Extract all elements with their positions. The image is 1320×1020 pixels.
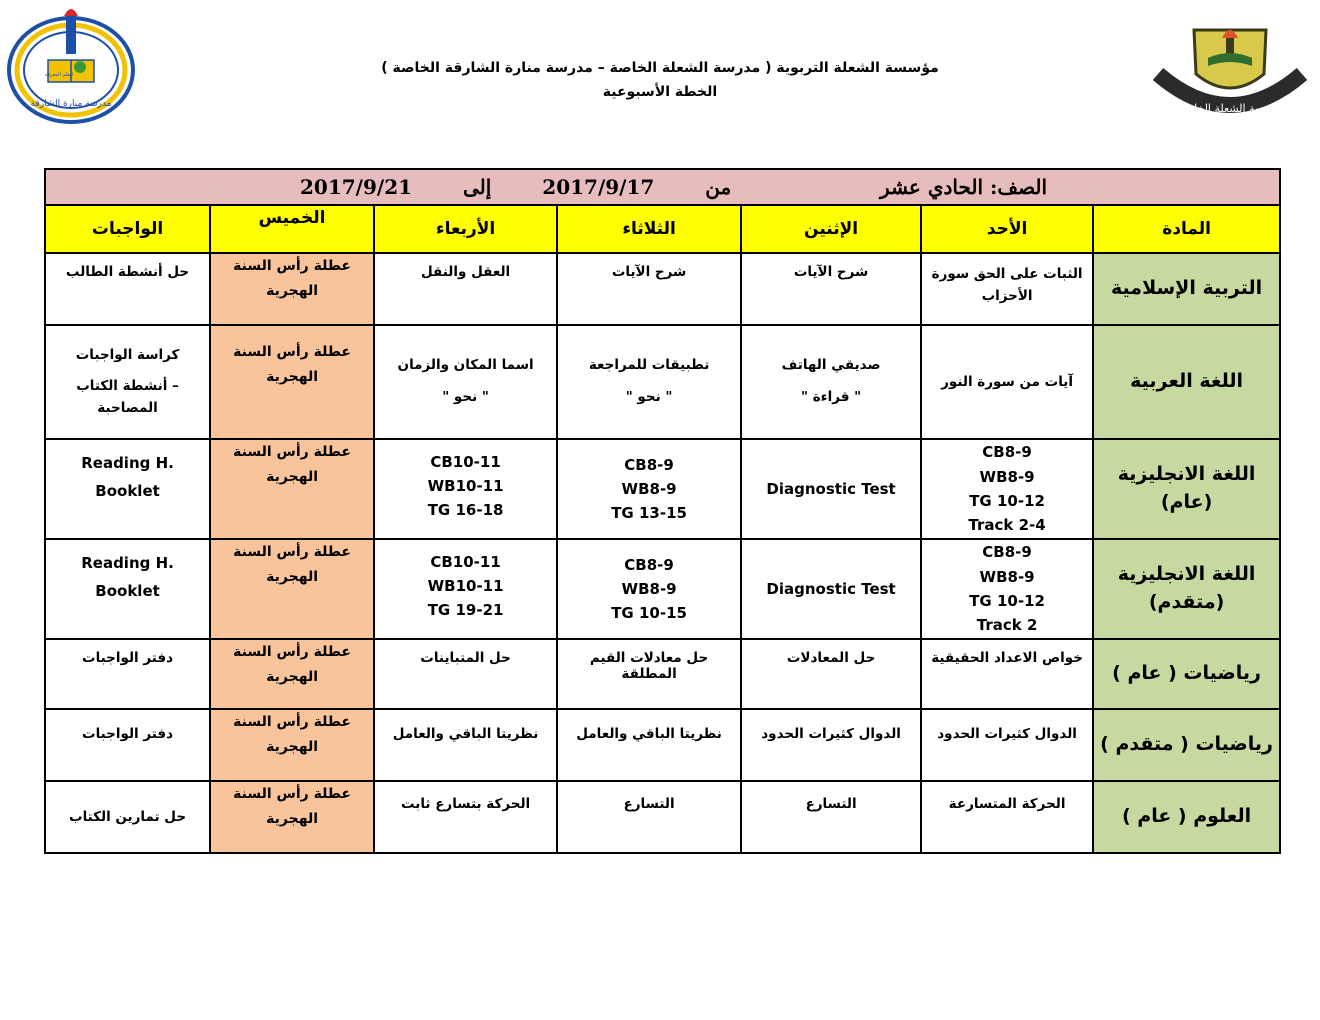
cell-tuesday: شرح الآيات [557, 253, 741, 325]
column-headers [45, 205, 1280, 253]
cell-tuesday: تطبيقات للمراجعة " نحو " [557, 325, 741, 439]
from-label: من [705, 175, 732, 199]
cell-sunday: آيات من سورة النور [921, 325, 1093, 439]
cell-wednesday: حل المتباينات [374, 639, 557, 709]
header-subject: المادة [1093, 205, 1280, 253]
cell-wednesday: CB10-11 WB10-11 TG 16-18 [374, 439, 557, 539]
cell-sunday: الحركة المتسارعة [921, 781, 1093, 853]
to-date: 2017/9/21 [300, 175, 413, 199]
cell-wednesday: اسما المكان والزمان " نحو " [374, 325, 557, 439]
svg-text:مدرسة الشعلة الخاصة: مدرسة الشعلة الخاصة [1178, 102, 1282, 115]
cell-sunday: خواص الاعداد الحقيقية [921, 639, 1093, 709]
subject-science-general: العلوم ( عام ) [1093, 781, 1280, 853]
subject-math-general: رياضيات ( عام ) [1093, 639, 1280, 709]
header-sunday: الأحد [921, 205, 1093, 253]
cell-homework: Reading H. Booklet [45, 539, 210, 639]
header-homework: الواجبات [45, 205, 210, 253]
cell-thursday-holiday: عطلة رأس السنة الهجرية [210, 639, 374, 709]
table-row [45, 439, 1280, 539]
plan-subtitle: الخطة الأسبوعية [602, 84, 718, 100]
cell-monday: صديقي الهاتف " قراءة " [741, 325, 921, 439]
cell-sunday: الثبات على الحق سورة الأحزاب [921, 253, 1093, 325]
cell-homework: حل أنشطة الطالب [45, 253, 210, 325]
table-row [45, 639, 1280, 709]
svg-text:للعلم المعرفة: للعلم المعرفة [44, 72, 74, 78]
cell-thursday-holiday: عطلة رأس السنة الهجرية [210, 253, 374, 325]
from-date: 2017/9/17 [542, 175, 655, 199]
date-range [278, 175, 753, 199]
cell-homework: حل تمارين الكتاب [45, 781, 210, 853]
cell-thursday-holiday: عطلة رأس السنة الهجرية [210, 709, 374, 781]
table-row [45, 709, 1280, 781]
cell-thursday-holiday: عطلة رأس السنة الهجرية [210, 539, 374, 639]
cell-homework: كراسة الواجبات – أنشطة الكتاب المصاحبة [45, 325, 210, 439]
subject-islamic: التربية الإسلامية [1093, 253, 1280, 325]
cell-monday: حل المعادلات [741, 639, 921, 709]
table-row [45, 325, 1280, 439]
cell-monday: التسارع [741, 781, 921, 853]
cell-monday: Diagnostic Test [741, 539, 921, 639]
shola-school-logo [1150, 18, 1310, 128]
cell-sunday: CB8-9 WB8-9 TG 10-12 Track 2 [921, 539, 1093, 639]
cell-tuesday: حل معادلات القيم المطلقة [557, 639, 741, 709]
cell-homework: دفتر الواجبات [45, 639, 210, 709]
cell-thursday-holiday: عطلة رأس السنة الهجرية [210, 325, 374, 439]
cell-thursday-holiday: عطلة رأس السنة الهجرية [210, 439, 374, 539]
grade-label: الصف: الحادي عشر [880, 175, 1048, 199]
institution-header: مؤسسة الشعلة التربوية ( مدرسة الشعلة الخاصة – مدرسة منارة الشارقة الخاصة ) [381, 60, 939, 76]
header-tuesday: الثلاثاء [557, 205, 741, 253]
cell-tuesday: CB8-9 WB8-9 TG 13-15 [557, 439, 741, 539]
header-monday: الإثنين [741, 205, 921, 253]
subject-arabic: اللغة العربية [1093, 325, 1280, 439]
cell-wednesday: الحركة بتسارع ثابت [374, 781, 557, 853]
to-label: إلى [463, 175, 492, 199]
cell-monday: Diagnostic Test [741, 439, 921, 539]
table-row [45, 539, 1280, 639]
cell-wednesday: نظريتا الباقي والعامل [374, 709, 557, 781]
cell-wednesday: العقل والنقل [374, 253, 557, 325]
subject-english-advanced: اللغة الانجليزية (متقدم) [1093, 539, 1280, 639]
cell-homework: Reading H. Booklet [45, 439, 210, 539]
cell-tuesday: نظريتا الباقي والعامل [557, 709, 741, 781]
header-wednesday: الأربعاء [374, 205, 557, 253]
header-thursday: الخميس [210, 205, 374, 253]
cell-sunday: الدوال كثيرات الحدود [921, 709, 1093, 781]
cell-monday: الدوال كثيرات الحدود [741, 709, 921, 781]
cell-wednesday: CB10-11 WB10-11 TG 19-21 [374, 539, 557, 639]
svg-text:مدرسة منارة الشارقة: مدرسة منارة الشارقة [30, 99, 112, 109]
manara-school-logo [4, 4, 138, 126]
cell-tuesday: التسارع [557, 781, 741, 853]
table-row [45, 253, 1280, 325]
subject-math-advanced: رياضيات ( متقدم ) [1093, 709, 1280, 781]
subject-english-general: اللغة الانجليزية (عام) [1093, 439, 1280, 539]
cell-monday: شرح الآيات [741, 253, 921, 325]
title-bar [45, 169, 1280, 205]
weekly-plan-table [44, 168, 1281, 854]
cell-thursday-holiday: عطلة رأس السنة الهجرية [210, 781, 374, 853]
cell-homework: دفتر الواجبات [45, 709, 210, 781]
cell-sunday: CB8-9 WB8-9 TG 10-12 Track 2-4 [921, 439, 1093, 539]
cell-tuesday: CB8-9 WB8-9 TG 10-15 [557, 539, 741, 639]
table-row [45, 781, 1280, 853]
